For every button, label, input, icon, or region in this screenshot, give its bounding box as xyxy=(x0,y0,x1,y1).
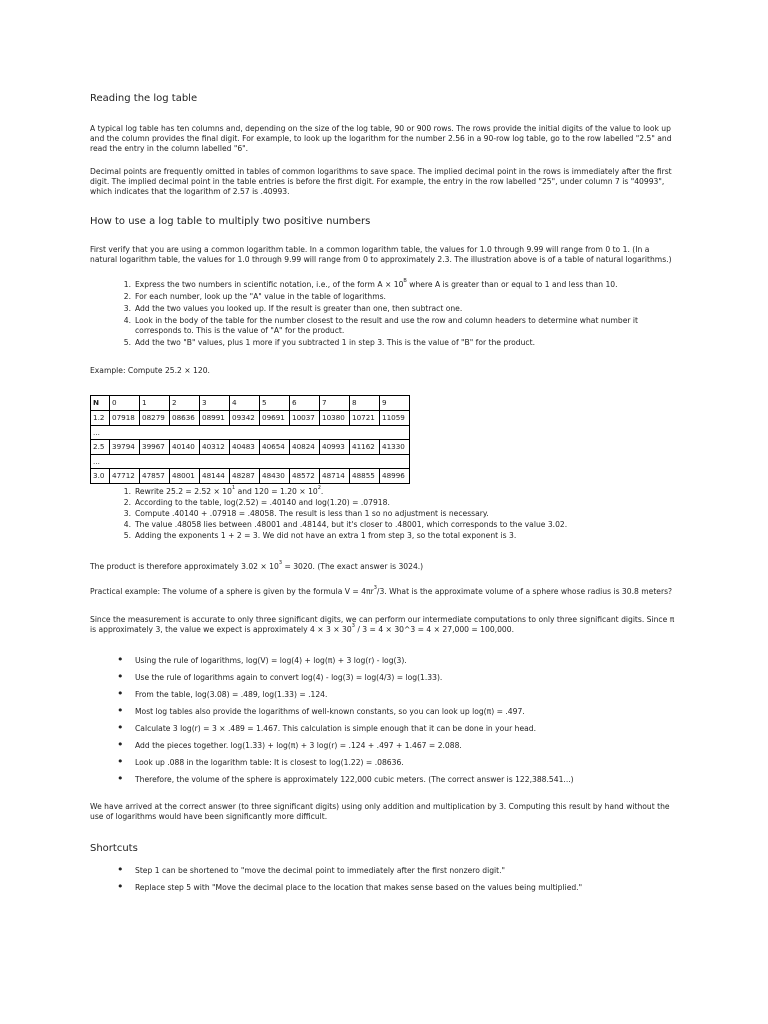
product-text-end: = 3020. (The exact answer is 3024.) xyxy=(282,562,424,571)
step-number: 3. xyxy=(123,304,131,314)
table-header-cell: 7 xyxy=(320,396,350,411)
table-ellipsis-cell: ... xyxy=(91,426,410,440)
log-table xyxy=(90,395,410,484)
bullet-dot-icon: • xyxy=(117,670,124,683)
step-number: 3. xyxy=(123,509,131,519)
table-cell: 39967 xyxy=(140,440,170,455)
step-text: Adding the exponents 1 + 2 = 3. We did not have an extra 1 from step 3, so the total exponent is 3. xyxy=(135,531,517,541)
bullet-dot-icon: • xyxy=(117,880,124,893)
verify-paragraph: First verify that you are using a common logarithm table. In a common logarithm table, the values for 1.0 through 9.99 will range from 0 to 1. (In a natural logarithm table, the values for 1.0 through 9.99 will range from 0 to approximately 2.3. The illustration above is of a table of natural logarithms.) xyxy=(90,245,672,265)
step-number: 1. xyxy=(123,487,131,496)
table-header-cell: 2 xyxy=(170,396,200,411)
bullet-text: Add the pieces together. log(1.33) + log(π) + 3 log(r) = .124 + .497 + 1.467 = 2.088. xyxy=(135,741,462,750)
table-header-cell: 5 xyxy=(260,396,290,411)
table-header-cell: 3 xyxy=(200,396,230,411)
example-step-item xyxy=(90,531,650,541)
table-row xyxy=(91,411,410,426)
step-item xyxy=(90,292,650,302)
bullet-dot-icon: • xyxy=(117,687,124,700)
section-heading-multiply: How to use a log table to multiply two positive numbers xyxy=(90,216,371,227)
step-exponent: 1 xyxy=(231,485,236,491)
bullet-item xyxy=(90,687,650,707)
step-number: 4. xyxy=(123,520,131,530)
bullet-dot-icon: • xyxy=(117,772,124,785)
bullet-dot-icon: • xyxy=(117,738,124,751)
table-header-cell: 8 xyxy=(350,396,380,411)
table-header-row xyxy=(91,396,410,411)
bullet-text: Look up .088 in the logarithm table: It is closest to log(1.22) = .08636. xyxy=(135,758,404,767)
step-text: Compute .40140 + .07918 = .48058. The result is less than 1 so no adjustment is necessary. xyxy=(135,509,489,519)
table-cell: 40993 xyxy=(320,440,350,455)
bullet-text: From the table, log(3.08) = .489, log(1.33) = .124. xyxy=(135,690,328,699)
since-text: Since the measurement is accurate to only three significant digits, we can perform our intermediate computations to only three significant digits. Since π is approximately 3, the value we expect is approximately 4 × 3 × 30 xyxy=(90,615,675,635)
bullet-item xyxy=(90,704,650,724)
table-cell: 2.5 xyxy=(91,440,110,455)
bullet-dot-icon: • xyxy=(117,721,124,734)
bullet-item xyxy=(90,755,650,775)
example-step-item xyxy=(90,498,650,508)
table-cell: 48855 xyxy=(350,469,380,484)
step-text: Add the two "B" values, plus 1 more if you subtracted 1 in step 3. This is the value of "B" for the product. xyxy=(135,338,535,348)
step-text: Express the two numbers in scientific notation, i.e., of the form A × 10 xyxy=(135,280,404,289)
step-text: For each number, look up the "A" value in the table of logarithms. xyxy=(135,292,386,302)
table-header-cell: 9 xyxy=(380,396,410,411)
bullet-text: Using the rule of logarithms, log(V) = log(4) + log(π) + 3 log(r) - log(3). xyxy=(135,656,407,665)
table-cell: 08636 xyxy=(170,411,200,426)
table-cell: 07918 xyxy=(110,411,140,426)
step-text: Rewrite 25.2 = 2.52 × 10 xyxy=(135,487,232,496)
table-cell: 47712 xyxy=(110,469,140,484)
table-row xyxy=(91,426,410,440)
example-steps-list xyxy=(90,487,650,542)
table-cell: 39794 xyxy=(110,440,140,455)
step-text: The value .48058 lies between .48001 and .48144, but it's closer to .48001, which corresponds to the value 3.02. xyxy=(135,520,568,530)
step-number: 5. xyxy=(123,338,131,348)
step-text: . xyxy=(320,487,324,496)
product-text: The product is therefore approximately 3.02 × 10 xyxy=(90,562,279,571)
table-header-cell: N xyxy=(91,396,110,411)
step-exponent: 2 xyxy=(317,485,321,491)
bullet-dot-icon: • xyxy=(117,653,124,666)
table-cell: 41330 xyxy=(380,440,410,455)
intro-paragraph: A typical log table has ten columns and, depending on the size of the log table, 90 or 900 rows. The rows provide the initial digits of the value to look up and the column provides the final digit. For example, to look up the logarithm for the number 2.56 in a 90-row log table, go to the row labelled "2.5" and read the entry in the column labelled "6". xyxy=(90,124,672,154)
practical-example xyxy=(90,587,678,597)
table-ellipsis-cell: ... xyxy=(91,455,410,469)
step-text-end: where A is greater than or equal to 1 and less than 10. xyxy=(406,280,618,289)
table-cell: 08991 xyxy=(200,411,230,426)
table-cell: 3.0 xyxy=(91,469,110,484)
bullet-item xyxy=(90,863,650,883)
decimal-paragraph: Decimal points are frequently omitted in tables of common logarithms to save space. The implied decimal point in the rows is immediately after the first digit. The implied decimal point in the table entries is before the first digit. For example, the entry in the row labelled "25", under column 7 is "40993", which indicates that the logarithm of 2.57 is .40993. xyxy=(90,167,672,197)
bullet-item xyxy=(90,880,650,900)
table-cell: 41162 xyxy=(350,440,380,455)
bullet-item xyxy=(90,721,650,741)
table-cell: 40654 xyxy=(260,440,290,455)
bullet-text: Replace step 5 with "Move the decimal place to the location that makes sense based on the values being multiplied." xyxy=(135,883,583,892)
since-paragraph xyxy=(90,615,678,635)
example-label: Example: Compute 25.2 × 120. xyxy=(90,366,210,375)
practical-text-end: /3. What is the approximate volume of a sphere whose radius is 30.8 meters? xyxy=(376,587,673,596)
practical-exponent: 3 xyxy=(373,585,377,591)
example-step-item xyxy=(90,509,650,519)
example-step-item xyxy=(90,520,650,530)
product-exponent: 3 xyxy=(278,560,283,566)
bullet-item xyxy=(90,670,650,690)
table-cell: 48001 xyxy=(170,469,200,484)
bullet-text: Calculate 3 log(r) = 3 × .489 = 1.467. This calculation is simple enough that it can be done in your head. xyxy=(135,724,537,733)
step-number: 5. xyxy=(123,531,131,541)
bullet-item xyxy=(90,653,650,673)
steps-list xyxy=(90,280,650,351)
table-cell: 09342 xyxy=(230,411,260,426)
table-cell: 11059 xyxy=(380,411,410,426)
step-number: 2. xyxy=(123,498,131,508)
bullet-text: Step 1 can be shortened to "move the decimal point to immediately after the first nonzero digit." xyxy=(135,866,506,875)
since-exponent: 3 xyxy=(351,623,355,630)
table-header-cell: 6 xyxy=(290,396,320,411)
table-cell: 10380 xyxy=(320,411,350,426)
bullet-item xyxy=(90,772,650,792)
step-text: Add the two values you looked up. If the result is greater than one, then subtract one. xyxy=(135,304,463,314)
bullet-dot-icon: • xyxy=(117,755,124,768)
table-cell: 48287 xyxy=(230,469,260,484)
table-row xyxy=(91,440,410,455)
step-item xyxy=(90,316,650,336)
step-text: Look in the body of the table for the number closest to the result and use the row and column headers to determine what number it corresponds to. This is the value of "A" for the product. xyxy=(135,316,638,336)
bullet-item xyxy=(90,738,650,758)
table-cell: 48430 xyxy=(260,469,290,484)
table-cell: 48996 xyxy=(380,469,410,484)
section-heading-shortcuts: Shortcuts xyxy=(90,843,138,854)
table-row xyxy=(91,455,410,469)
table-cell: 10037 xyxy=(290,411,320,426)
table-cell: 48714 xyxy=(320,469,350,484)
bullet-text: Therefore, the volume of the sphere is approximately 122,000 cubic meters. (The correct answer is 122,388.541...) xyxy=(135,775,574,784)
table-header-cell: 1 xyxy=(140,396,170,411)
step-item xyxy=(90,304,650,314)
table-cell: 40483 xyxy=(230,440,260,455)
step-number: 2. xyxy=(123,292,131,302)
bullet-text: Most log tables also provide the logarithms of well-known constants, so you can look up log(π) = .497. xyxy=(135,707,525,716)
bullet-text: Use the rule of logarithms again to convert log(4) - log(3) = log(4/3) = log(1.33). xyxy=(135,673,443,682)
table-cell: 40312 xyxy=(200,440,230,455)
table-cell: 48144 xyxy=(200,469,230,484)
step-exponent: B xyxy=(403,278,407,284)
table-cell: 47857 xyxy=(140,469,170,484)
table-row xyxy=(91,469,410,484)
conclusion-paragraph: We have arrived at the correct answer (to three significant digits) using only addition and multiplication by 3. Computing this result by hand without the use of logarithms would have been significantly more difficult. xyxy=(90,802,670,822)
table-cell: 10721 xyxy=(350,411,380,426)
table-cell: 1.2 xyxy=(91,411,110,426)
table-cell: 40140 xyxy=(170,440,200,455)
step-item xyxy=(90,338,650,348)
table-cell: 08279 xyxy=(140,411,170,426)
product-result xyxy=(90,562,678,572)
step-item xyxy=(90,280,650,290)
shortcuts-list xyxy=(90,863,650,900)
table-header-cell: 0 xyxy=(110,396,140,411)
practical-text: Practical example: The volume of a sphere is given by the formula V = 4πr xyxy=(90,587,374,596)
table-cell: 09691 xyxy=(260,411,290,426)
section-heading-reading-log-table: Reading the log table xyxy=(90,93,198,104)
since-text-end: / 3 = 4 × 30^3 = 4 × 27,000 = 100,000. xyxy=(354,625,514,635)
table-cell: 40824 xyxy=(290,440,320,455)
table-header-cell: 4 xyxy=(230,396,260,411)
step-number: 4. xyxy=(123,316,131,326)
table-cell: 48572 xyxy=(290,469,320,484)
bullet-dot-icon: • xyxy=(117,863,124,876)
step-text: and 120 = 1.20 × 10 xyxy=(235,487,318,496)
volume-steps-list xyxy=(90,653,650,792)
bullet-dot-icon: • xyxy=(117,704,124,717)
step-number: 1. xyxy=(123,280,131,289)
step-text: According to the table, log(2.52) = .40140 and log(1.20) = .07918. xyxy=(135,498,390,508)
example-step-item xyxy=(90,487,650,497)
